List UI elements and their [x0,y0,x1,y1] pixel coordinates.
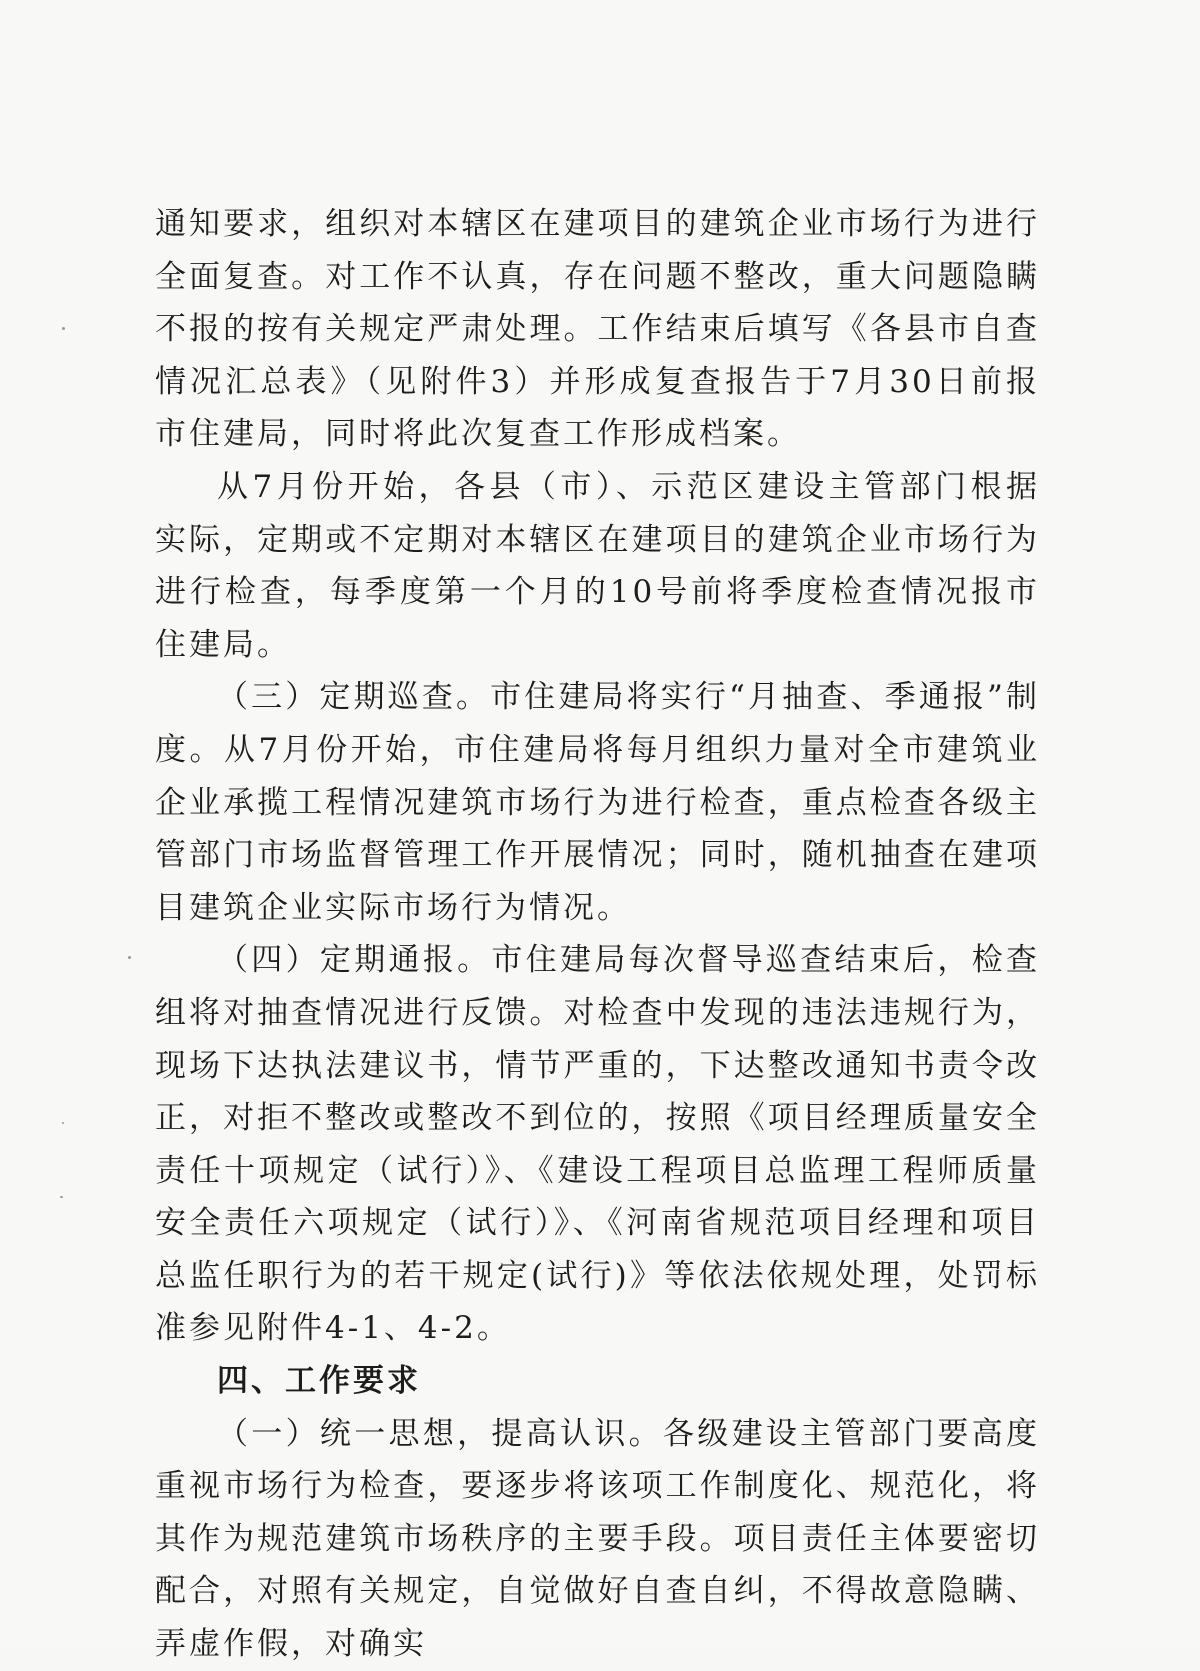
paragraph-continuation: 通知要求，组织对本辖区在建项目的建筑企业市场行为进行全面复查。对工作不认真，存在问题不整改，重大问题隐瞒不报的按有关规定严肃处理。工作结束后填写《各县市自查情况汇总表》（见附件3）并形成复查报告于7月30日前报市住建局，同时将此次复查工作形成档案。 [155,206,1040,453]
scan-speck [60,1196,63,1198]
paragraph-self-check-schedule: 从7月份开始，各县（市）、示范区建设主管部门根据实际，定期或不定期对本辖区在建项目的建筑企业市场行为进行检查，每季度第一个月的10号前将季度检查情况报市住建局。 [155,468,1040,663]
scan-speck [128,956,131,959]
paragraph-unify-thinking: （一）统一思想，提高认识。各级建设主管部门要高度重视市场行为检查，要逐步将该项工作制度化、规范化，将其作为规范建筑市场秩序的主要手段。项目责任主体要密切配合，对照有关规定，自觉做好自查自纠，不得故意隐瞒、弄虚作假，对确实 [155,1415,1040,1663]
paragraph-regular-inspection: （三）定期巡查。市住建局将实行“月抽查、季通报”制度。从7月份开始，市住建局将每月组织力量对全市建筑业企业承揽工程情况建筑市场行为进行检查，重点检查各级主管部门市场监督管理工作开展情况；同时，随机抽查在建项目建筑企业实际市场行为情况。 [155,679,1040,926]
scan-speck [62,1122,64,1124]
scan-speck [62,327,65,330]
section-heading-work-requirements: 四、工作要求 [217,1363,421,1400]
paragraph-regular-notification: （四）定期通报。市住建局每次督导巡查结束后，检查组将对抽查情况进行反馈。对检查中发现的违法违规行为，现场下达执法建议书，情节严重的，下达整改通知书责令改正，对拒不整改或整改不到位的，按照《项目经理质量安全责任十项规定（试行）》、《建设工程项目总监理工程师质量安全责任六项规定（试行）》、《河南省规范项目经理和项目总监任职行为的若干规定(试行)》等依法依规处理，处罚标准参见附件4-1、4-2。 [155,942,1040,1347]
document-body [155,198,1040,1671]
